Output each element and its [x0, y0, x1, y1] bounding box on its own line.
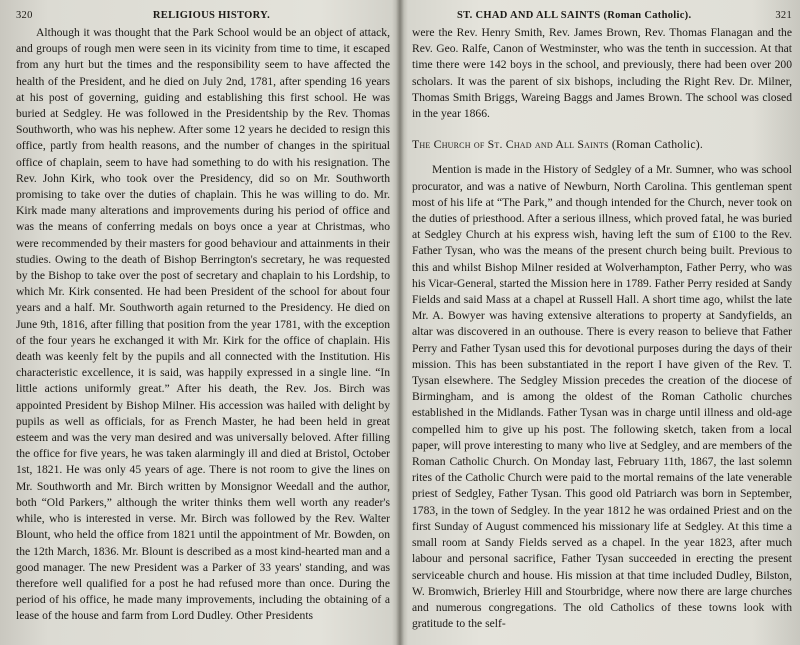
right-page-body — [412, 25, 792, 632]
left-page-body — [16, 25, 390, 625]
section-heading-suffix: (Roman Catholic). — [611, 137, 704, 152]
page-number-left: 320 — [16, 10, 33, 21]
page-number-right: 321 — [775, 10, 792, 21]
running-title-left: RELIGIOUS HISTORY. — [152, 10, 270, 21]
body-paragraph: Although it was thought that the Park School would be an object of attack, and groups of rough men were seen in its vicinity from time to time, it escaped from any hurt but the times and the responsibility seem to have affected the health of the President, and he died on July 2nd, 1781, after spending 16 years at his post of governing, guiding and establishing this first school. He was buried at Sedgley. He was followed in the Presidentship by the Rev. Thomas Southworth, who was his nephew. After some 12 years he decided to resign this office, partly from health reasons, and the number of changes in the spiritual office of chaplain, seem to have had something to do with his resignation. The Rev. John Kirk, who took over the Presidency, did so on Mr. Southworth promising to take over the duties of chaplain. This he was willing to do. Mr. Kirk made many alterations and improvements during his period of office and was the means of conferring medals on boys once a year at Christmas, who were recommended by their masters for good behaviour and attainments in their studies. Owing to the death of Bishop Berrington's secretary, he was requested by the Bishop to take over the post of secretary and chaplain to his Lordship, to which Mr. Kirk consented. He had been President of the school for about four years and a half. Mr. Southworth again returned to the Presidency. He died on June 9th, 1816, after filling that position from the year 1781, with the exception of the four years he exchanged it with Mr. Kirk for the office of chaplain. His death was keenly felt by the pupils and all connected with the Institution. His characteristic excellence, it is said, was happily expressed in a single line. “In little actions uniformly great.” After his death, the Rev. Jos. Birch was appointed President by Bishop Milner. His accession was hailed with delight by pupils as well as officials, for as French Master, he had been held in great esteem and was the very man desired and was universally beloved. After filling the office for five years, he was taken alarmingly ill and died at Bristol, October 1st, 1821. He was only 45 years of age. There is not room to give the lines on Mr. Southworth and Mr. Birch written by Monsignor Weedall and the author, both “Old Parkers,” although the writer thinks them well worth any reader's while, who is interested in verse. Mr. Birch was followed by the Rev. Walter Blount, who held the office from 1821 until the appointment of Mr. Bowden, on the 12th March, 1836. Mr. Blount is described as a most kind-hearted man and a good manager. The new President was a Parker of 33 years' standing, and was therefore well qualified for a post he had refused more than once. During the period of his office, he made many improvements, including the obtaining of a lease of the house and farm from Lord Dudley. Other Presidents — [16, 26, 390, 623]
right-page — [400, 0, 800, 645]
section-heading — [412, 136, 792, 152]
body-paragraph: Mention is made in the History of Sedgley of a Mr. Sumner, who was school procurator, and was a native of Newburn, North Carolina. This gentleman spent most of his life at “The Park,” and though intended for the Church, never took on the duties of priesthood. After a serious illness, which proved fatal, he was buried at Sedgley Church at his express wish, having left the sum of £100 to the Rev. Father Tysan, who was the means of the present church being built. Previous to this and whilst Bishop Milner resided at Wolverhampton, Father Perry, who was his Vicar-General, started the Mission here in 1789. Father Perry resided at Sandy Fields and said Mass at a chapel at Russell Hall. A short time ago, whilst the late Mr. A. Bowyer was having extensive alterations to property at Sandyfields, an altar was discovered in an outhouse. There is every reason to believe that Father Perry and Father Tysan used this for devotional purposes during the days of their mission. This has been substantiated in the report I have given of the Rev. T. Tysan elsewhere. The Sedgley Mission precedes the creation of the diocese of Birmingham, and is among the oldest of the Roman Catholic churches established in the Midlands. Father Tysan was in charge until illness and old-age compelled him to give up his post. The following sketch, taken from a local paper, will prove interesting to many who live at Sedgley, and are members of the Roman Catholic Church. On Monday last, February 11th, 1867, the last solemn rites of the Catholic Church were paid to the mortal remains of the late venerable priest of Sedgley, Father Tysan. This good old Patriarch was born in September, 1783, in the town of Sedgley. In the year 1812 he was ordained Priest and on the first Sunday of August commenced his missionary life at Sedgley. At this time a small room at Sandy Fields served as a chapel. In the year 1823, after much labour and personal sacrifice, Father Tysan succeeded in erecting the present serviceable church and house. His mission at that time included Dudley, Bilston, W. Bromwich, Brierley Hill and Stourbridge, where now there are large churches and numerous congregations. The old Catholics of these towns look with gratitude to the self- — [412, 163, 792, 631]
running-head-left — [16, 10, 390, 21]
running-head-right — [412, 10, 792, 21]
running-title-right: ST. CHAD AND ALL SAINTS (Roman Catholic). — [457, 10, 692, 21]
section-heading-title: The Church of St. Chad and All Saints — [412, 137, 609, 152]
continued-paragraph: were the Rev. Henry Smith, Rev. James Brown, Rev. Thomas Flanagan and the Rev. Geo. Ralfe, Canon of Westminster, who was the tenth in succession. At that time there were 142 boys in the school, and previously, there had been over 200 scholars. It was the parent of six bishops, including the Right Rev. Dr. Milner, Thomas Smith Briggs, Wareing Baggs and James Brown. The school was closed in the year 1866. — [412, 26, 792, 121]
